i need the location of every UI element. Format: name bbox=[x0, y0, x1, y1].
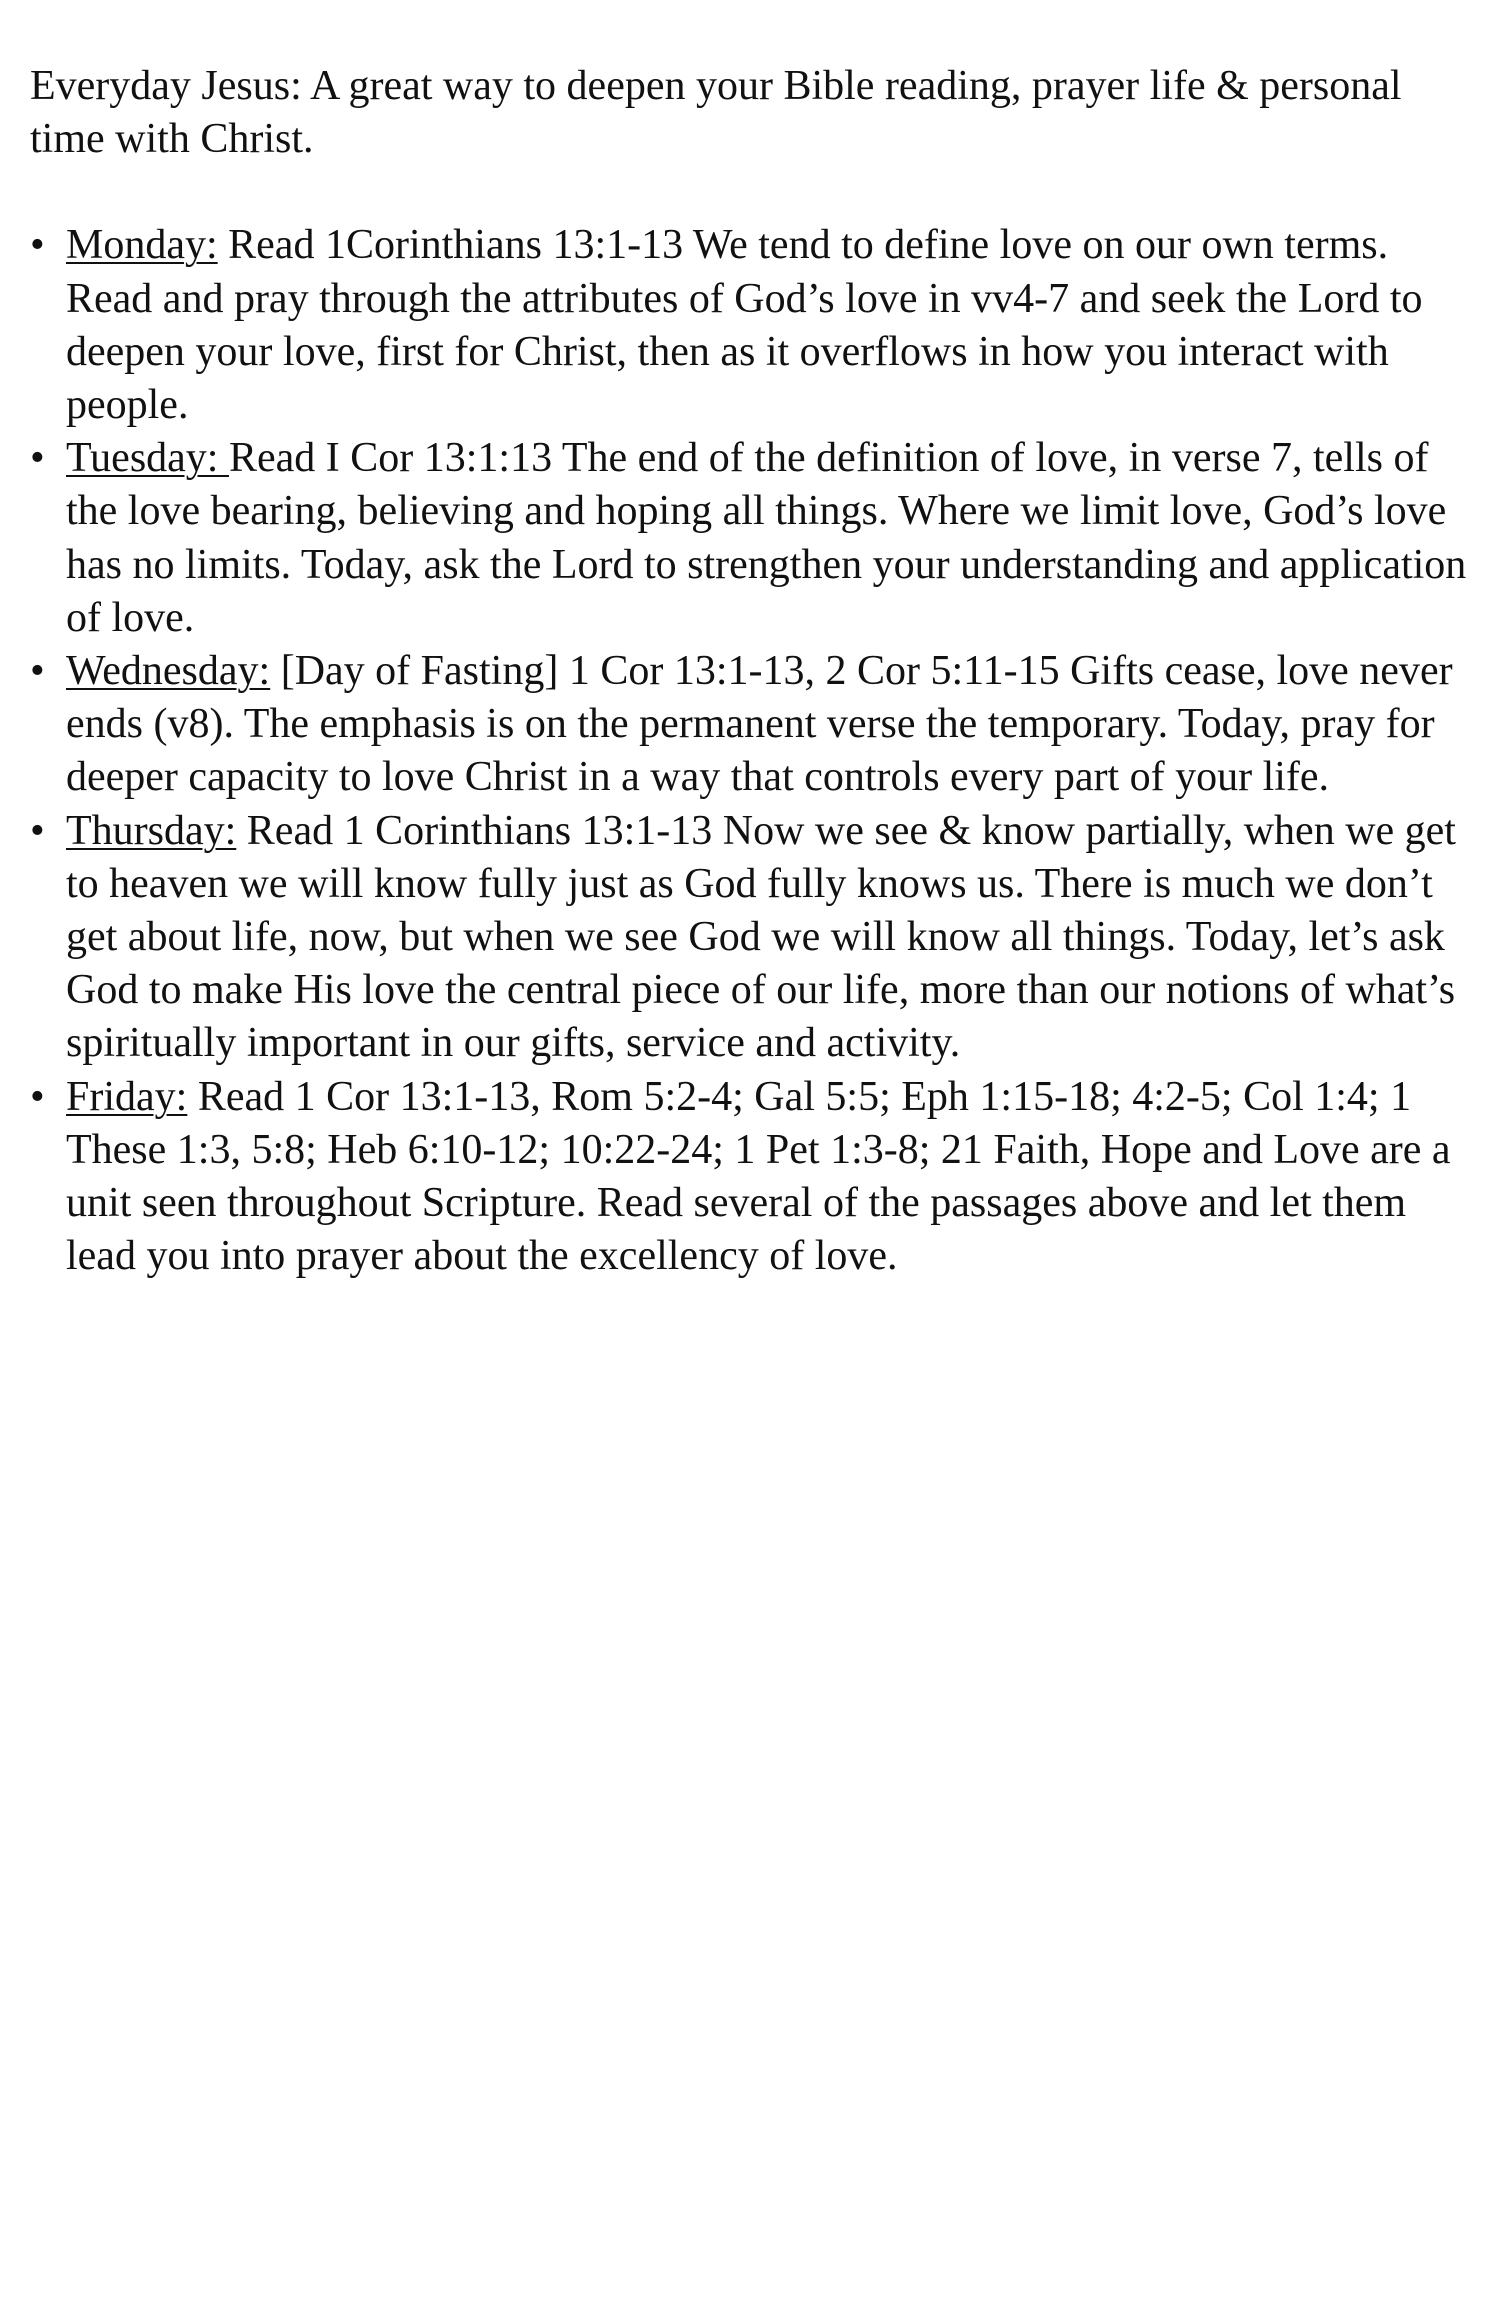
day-text-thursday: Read 1 Corinthians 13:1-13 Now we see & know partially, when we get to heaven we will know fully just as God fully knows us. There is much we don’t get about life, now, but when we see God we will know all things. Today, let’s ask God to make His love the central piece of our life, more than our notions of what’s spiritually important in our gifts, service and activity. bbox=[66, 807, 1456, 1067]
bullet-icon: • bbox=[30, 1073, 45, 1120]
day-text-friday: Read 1 Cor 13:1-13, Rom 5:2-4; Gal 5:5; Eph 1:15-18; 4:2-5; Col 1:4; 1 These 1:3, 5:8; Heb 6:10-12; 10:22-24; 1 Pet 1:3-8; 21 Faith, Hope and Love are a unit seen throughout Scripture. Read several of the passages above and let them lead you into prayer about the excellency of love. bbox=[66, 1073, 1451, 1280]
bullet-icon: • bbox=[30, 435, 45, 482]
bullet-icon: • bbox=[30, 222, 45, 269]
day-label-friday: Friday: bbox=[66, 1073, 188, 1120]
day-label-wednesday: Wednesday: bbox=[66, 648, 271, 695]
day-label-monday: Monday: bbox=[66, 222, 218, 269]
bullet-icon: • bbox=[30, 648, 45, 695]
day-label-tuesday: Tuesday: bbox=[66, 435, 229, 482]
day-text-monday: Read 1Corinthians 13:1-13 We tend to define love on our own terms. Read and pray through the attributes of God’s love in vv4-7 and seek the Lord to deepen your love, first for Christ, then as it overflows in how you interact with people. bbox=[66, 222, 1423, 429]
day-text-tuesday: Read I Cor 13:1:13 The end of the definition of love, in verse 7, tells of the love bearing, believing and hoping all things. Where we limit love, God’s love has no limits. Today, ask the Lord to strengthen your understanding and application of love. bbox=[66, 435, 1467, 641]
list-item-friday bbox=[30, 1071, 1470, 1284]
document-page bbox=[30, 60, 1470, 1283]
list-item-tuesday bbox=[30, 432, 1470, 645]
day-label-thursday: Thursday: bbox=[66, 807, 237, 854]
list-item-monday bbox=[30, 219, 1470, 432]
bullet-icon: • bbox=[30, 807, 45, 854]
daily-reading-list bbox=[30, 219, 1470, 1283]
list-item-thursday bbox=[30, 805, 1470, 1071]
intro-paragraph: Everyday Jesus: A great way to deepen your Bible reading, prayer life & personal time with Christ. bbox=[30, 63, 1402, 163]
day-text-wednesday: [Day of Fasting] 1 Cor 13:1-13, 2 Cor 5:11-15 Gifts cease, love never ends (v8). The emphasis is on the permanent verse the temporary. Today, pray for deeper capacity to love Christ in a way that controls every part of your life. bbox=[66, 648, 1453, 801]
list-item-wednesday bbox=[30, 645, 1470, 805]
